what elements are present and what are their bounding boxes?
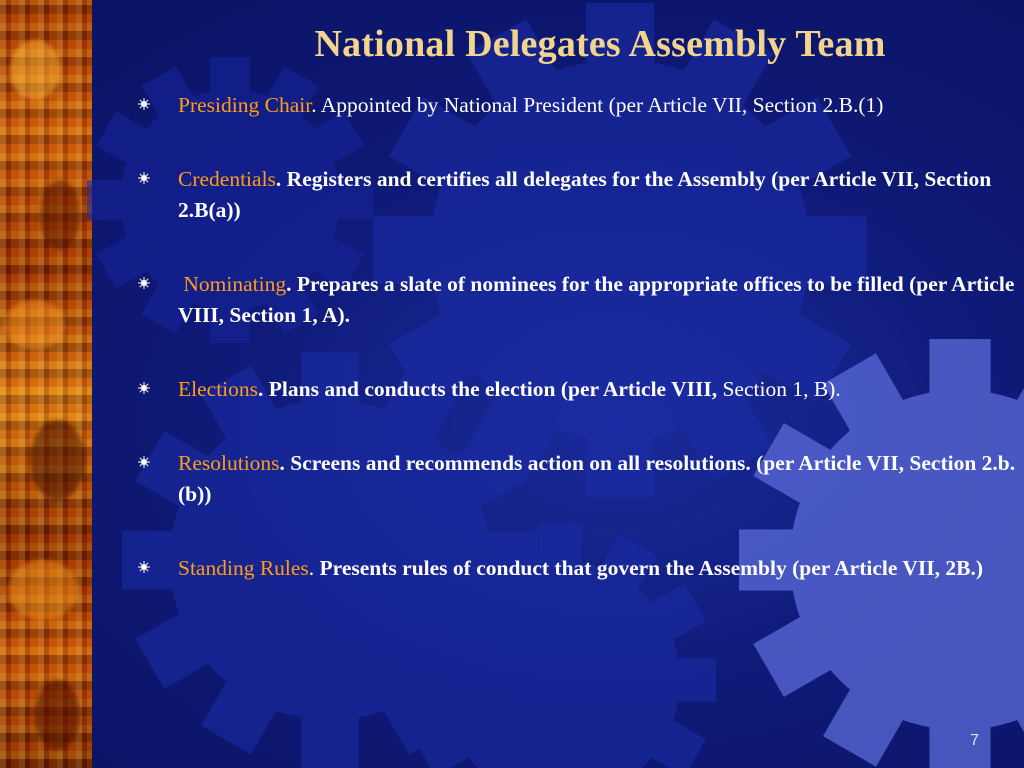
role-term: Presiding Chair: [178, 93, 312, 117]
list-item-presiding-chair: [138, 90, 1018, 121]
sun-bullet-icon: [138, 277, 150, 289]
role-separator: .: [308, 556, 320, 580]
list-item-resolutions: [138, 448, 1018, 510]
role-term: Resolutions: [178, 451, 280, 475]
role-separator: .: [311, 93, 321, 117]
role-description: Prepares a slate of nominees for the appropriate offices to be filled (per Article VIII, Section 1, A).: [178, 272, 1015, 327]
list-item-standing-rules: [138, 553, 1018, 584]
role-separator: .: [258, 377, 269, 401]
role-description: Presents rules of conduct that govern the Assembly (per Article VII, 2B.): [319, 556, 984, 580]
sun-bullet-icon: [138, 172, 150, 184]
slide-title: National Delegates Assembly Team: [314, 23, 886, 65]
sun-bullet-icon: [138, 456, 150, 468]
role-separator: .: [286, 272, 297, 296]
sun-bullet-icon: [138, 382, 150, 394]
role-description: Screens and recommends action on all resolutions. (per Article VII, Section 2.b.(b)): [178, 451, 1016, 506]
role-separator: .: [279, 451, 291, 475]
role-term: Credentials: [178, 167, 276, 191]
list-item-nominating: [138, 269, 1018, 331]
role-separator: .: [275, 167, 287, 191]
role-description-tail: Section 1, B).: [722, 377, 841, 401]
role-description: Plans and conducts the election (per Article VIII,: [268, 377, 723, 401]
sun-bullet-icon: [138, 98, 150, 110]
role-description: Registers and certifies all delegates for the Assembly (per Article VII, Section 2.B(a)): [178, 167, 992, 222]
role-description: Appointed by National President (per Article VII, Section 2.B.(1): [320, 93, 884, 117]
role-term: Nominating: [183, 272, 287, 296]
role-term: Elections: [178, 377, 259, 401]
sun-bullet-icon: [138, 561, 150, 573]
list-item-credentials: [138, 164, 1018, 226]
role-term: Standing Rules: [178, 556, 309, 580]
list-item-elections: [138, 374, 1018, 405]
page-number: 7: [970, 732, 979, 749]
team-roles-list: [138, 90, 1018, 584]
